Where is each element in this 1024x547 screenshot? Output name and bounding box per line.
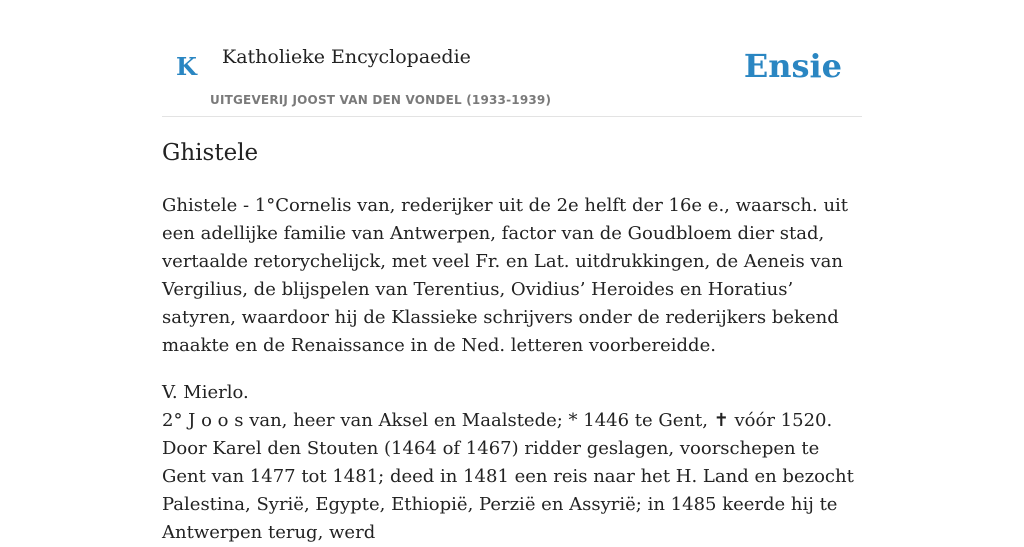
site-subtitle: UITGEVERIJ JOOST VAN DEN VONDEL (1933-1939) xyxy=(210,93,552,107)
article-author: V. Mierlo. xyxy=(162,382,249,403)
content-container xyxy=(162,0,862,543)
encyclopedia-logo[interactable]: K xyxy=(176,52,197,81)
article-body xyxy=(162,192,862,547)
article-paragraph: Ghistele - 1°Cornelis van, rederijker uit de 2e helft der 16e e., waarsch. uit een adellijke familie van Antwerpen, factor van de Goudbloem dier stad, vertaalde retorychelijck, met veel Fr. en Lat. uitdrukkingen, de Aeneis van Vergilius, de blijspelen van Terentius, Ovidius’ Heroides en Horatius’ satyren, waardoor hij de Klassieke schrijvers onder de rederijkers bekend maakte en de Renaissance in de Ned. letteren voorbereidde. xyxy=(162,195,849,356)
article-paragraph: 2° J o o s van, heer van Aksel en Maalstede; * 1446 te Gent, ✝ vóór 1520. Door Karel den Stouten (1464 of 1467) ridder geslagen, voorschepen te Gent van 1477 tot 1481; deed in 1481 een reis naar het H. Land en bezocht Palestina, Syrië, Egypte, Ethiopië, Perzië en Assyrië; in 1485 keerde hij te Antwerpen terug, werd xyxy=(162,410,854,543)
article-title: Ghistele xyxy=(162,140,259,166)
site-header xyxy=(162,0,862,117)
brand-logo-link[interactable]: Ensie xyxy=(743,47,842,85)
site-title[interactable]: Katholieke Encyclopaedie xyxy=(222,46,471,68)
